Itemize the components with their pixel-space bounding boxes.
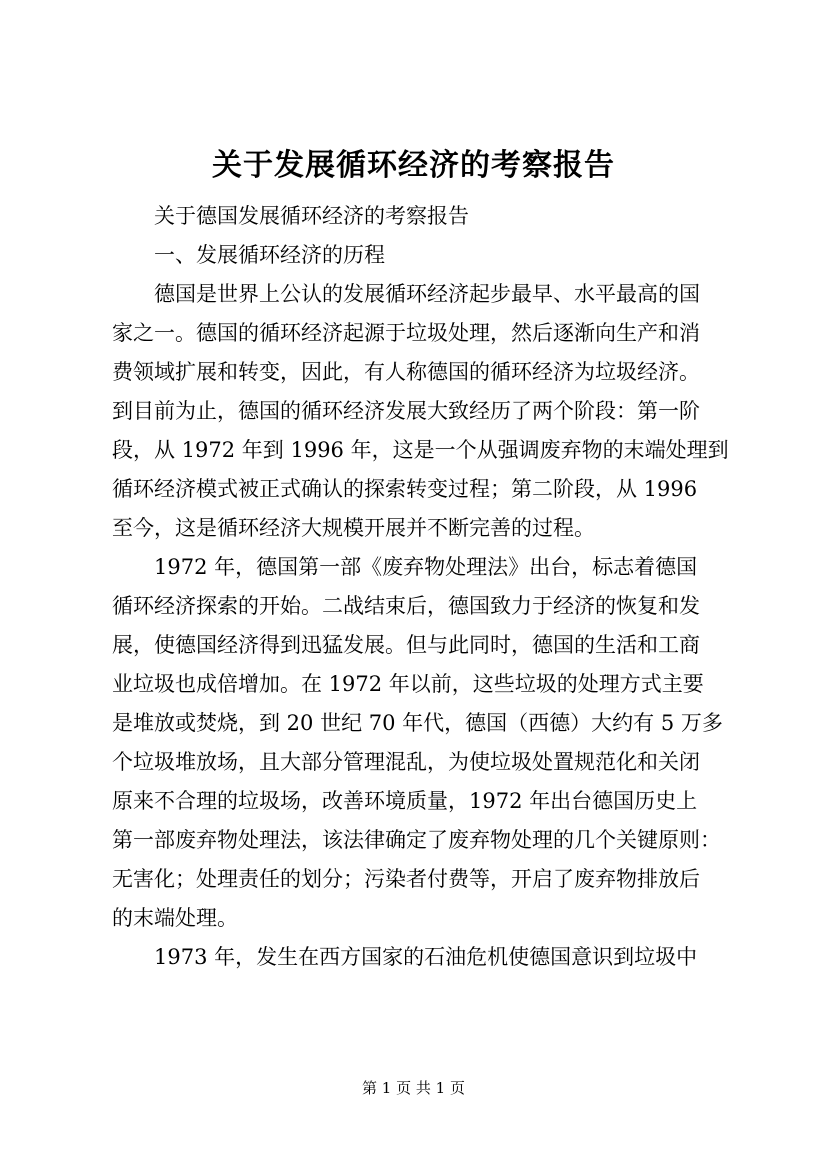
paragraph-line: 无害化；处理责任的划分；污染者付费等，开启了废弃物排放后 bbox=[112, 867, 700, 891]
subtitle-line: 关于德国发展循环经济的考察报告 bbox=[154, 204, 469, 228]
paragraph-line: 是堆放或焚烧，到 20 世纪 70 年代，德国（西德）大约有 5 万多 bbox=[112, 711, 723, 735]
paragraph-line: 家之一。德国的循环经济起源于垃圾处理，然后逐渐向生产和消 bbox=[112, 321, 700, 345]
paragraph-line: 1972 年，德国第一部《废弃物处理法》出台，标志着德国 bbox=[154, 555, 698, 579]
page-footer: 第 1 页 共 1 页 bbox=[362, 1079, 465, 1097]
section-heading: 一、发展循环经济的历程 bbox=[154, 243, 385, 267]
paragraph-line: 1973 年，发生在西方国家的石油危机使德国意识到垃圾中 bbox=[154, 945, 698, 969]
paragraph-line: 费领域扩展和转变，因此，有人称德国的循环经济为垃圾经济。 bbox=[112, 360, 700, 384]
paragraph-line: 展，使德国经济得到迅猛发展。但与此同时，德国的生活和工商 bbox=[112, 633, 700, 657]
paragraph-line: 个垃圾堆放场，且大部分管理混乱，为使垃圾处置规范化和关闭 bbox=[112, 750, 700, 774]
paragraph-line: 第一部废弃物处理法，该法律确定了废弃物处理的几个关键原则： bbox=[112, 828, 721, 852]
paragraph-line: 到目前为止，德国的循环经济发展大致经历了两个阶段：第一阶 bbox=[112, 399, 700, 423]
document-body bbox=[112, 197, 734, 977]
paragraph-line: 循环经济模式被正式确认的探索转变过程；第二阶段，从 1996 bbox=[112, 477, 698, 501]
paragraph-line: 至今，这是循环经济大规模开展并不断完善的过程。 bbox=[112, 516, 595, 540]
paragraph-line: 的末端处理。 bbox=[112, 906, 238, 930]
paragraph-line: 段，从 1972 年到 1996 年，这是一个从强调废弃物的末端处理到 bbox=[112, 438, 729, 462]
paragraph-line: 业垃圾也成倍增加。在 1972 年以前，这些垃圾的处理方式主要 bbox=[112, 672, 704, 696]
paragraph-line: 德国是世界上公认的发展循环经济起步最早、水平最高的国 bbox=[154, 282, 700, 306]
paragraph-line: 循环经济探索的开始。二战结束后，德国致力于经济的恢复和发 bbox=[112, 594, 700, 618]
paragraph-line: 原来不合理的垃圾场，改善环境质量，1972 年出台德国历史上 bbox=[112, 789, 698, 813]
document-title: 关于发展循环经济的考察报告 bbox=[212, 148, 615, 183]
